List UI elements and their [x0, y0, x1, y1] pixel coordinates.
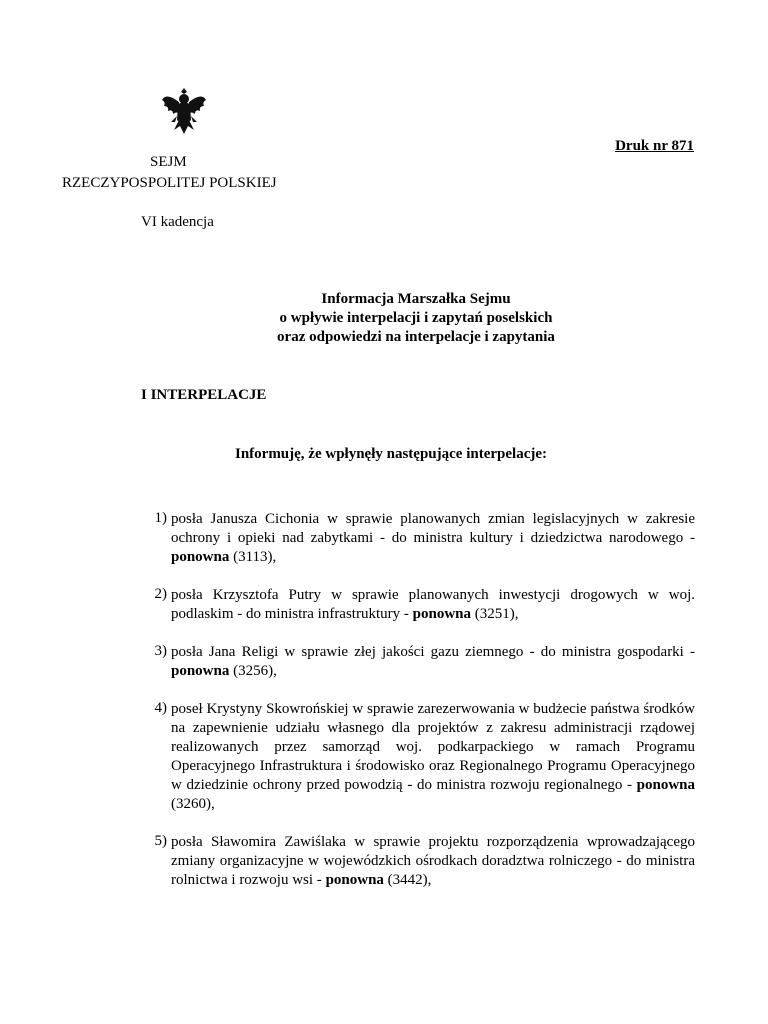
document-title [0, 290, 768, 347]
list-item [140, 833, 695, 890]
item-description: posła Jana Religi w sprawie złej jakości gazu ziemnego - do ministra gospodarki - [171, 644, 695, 660]
item-description: posła Janusza Cichonia w sprawie planowanych zmian legislacyjnych w zakresie ochrony i opieki nad zabytkami - do ministra kultury i dziedzictwa narodowego - [171, 511, 695, 546]
section-intro [0, 446, 768, 463]
item-status: ponowna [636, 777, 695, 793]
list-item [140, 700, 695, 814]
item-reference: (3256), [229, 663, 277, 679]
item-number: 1) [154, 510, 167, 526]
item-status: ponowna [171, 549, 230, 565]
item-reference: (3442), [383, 872, 432, 888]
item-number: 3) [154, 643, 167, 659]
section-intro-text: Informuję, że wpłynęły następujące interpelacje: [234, 446, 548, 462]
item-description: posła Krzysztofa Putry w sprawie planowanych inwestycji drogowych w woj. podlaskim - do ministra infrastruktury - [171, 587, 695, 622]
print-number: Druk nr 871 [615, 138, 694, 154]
list-item [140, 510, 695, 567]
item-status: ponowna [171, 663, 230, 679]
item-number: 2) [154, 586, 167, 602]
item-number: 4) [154, 700, 167, 716]
interpellation-list [140, 510, 695, 909]
item-reference: (3251), [471, 606, 519, 622]
title-line-3: oraz odpowiedzi na interpelacje i zapytania [277, 329, 555, 345]
eagle-emblem-icon [160, 86, 208, 138]
item-status: ponowna [325, 872, 384, 888]
republic-label: RZECZYPOSPOLITEJ POLSKIEJ [62, 175, 277, 191]
list-item [140, 643, 695, 681]
item-text [171, 586, 695, 624]
section-heading: I INTERPELACJE [141, 387, 267, 403]
item-description: posła Sławomira Zawiślaka w sprawie projektu rozporządzenia wprowadzającego zmiany organizacyjne w wojewódzkich ośrodkach doradztwa rolniczego - do ministra rolnictwa i rozwoju wsi - [171, 834, 695, 888]
item-status: ponowna [412, 606, 471, 622]
item-text [171, 643, 695, 681]
item-reference: (3260), [171, 796, 215, 812]
term-label: VI kadencja [141, 214, 214, 230]
item-description: poseł Krystyny Skowrońskiej w sprawie zarezerwowania w budżecie państwa środków na zapewnienie udziału własnego dla projektów z zakresu administracji rządowej realizowanych przez samorząd woj. podkarpackiego w ramach Programu Operacyjnego Infrastruktura i środowisko oraz Regionalnego Programu Operacyjnego w dziedzinie ochrony przed powodzią - do ministra rozwoju regionalnego - [171, 701, 695, 793]
item-text [171, 700, 695, 814]
title-line-1: Informacja Marszałka Sejmu [321, 291, 511, 307]
item-text [171, 833, 695, 890]
title-line-2: o wpływie interpelacji i zapytań poselskich [279, 310, 553, 326]
sejm-label: SEJM [150, 154, 187, 170]
item-text [171, 510, 695, 567]
list-item [140, 586, 695, 624]
item-number: 5) [154, 833, 167, 849]
item-reference: (3113), [229, 549, 277, 565]
